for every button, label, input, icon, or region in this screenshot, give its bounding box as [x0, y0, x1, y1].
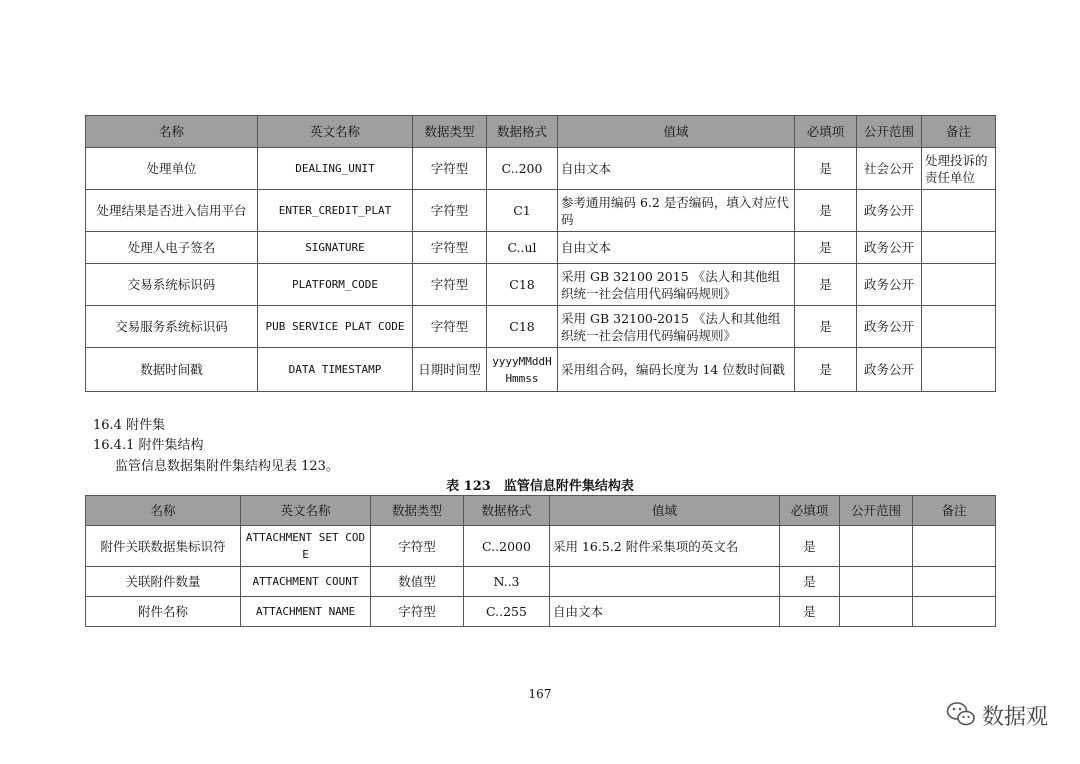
header-cell: 值域: [558, 116, 795, 148]
cell-value-domain: 自由文本: [558, 148, 795, 190]
header-cell: 值域: [550, 496, 780, 526]
attachment-set-table: [85, 495, 996, 627]
cell-required: 是: [795, 348, 857, 392]
cell-data-type: 字符型: [413, 264, 487, 306]
cell-english-name: DEALING_UNIT: [258, 148, 413, 190]
header-cell: 名称: [86, 496, 241, 526]
cell-data-type: 字符型: [413, 232, 487, 264]
cell-data-type: 数值型: [371, 567, 464, 597]
cell-data-format: C..200: [487, 148, 558, 190]
cell-name: 关联附件数量: [86, 567, 241, 597]
cell-name: 附件关联数据集标识符: [86, 526, 241, 567]
cell-public-scope: 政务公开: [857, 306, 922, 348]
cell-name: 附件名称: [86, 597, 241, 627]
header-cell: 数据格式: [487, 116, 558, 148]
cell-remark: [913, 597, 996, 627]
cell-value-domain: 采用 16.5.2 附件采集项的英文名: [550, 526, 780, 567]
cell-required: 是: [795, 306, 857, 348]
table-row: [86, 348, 996, 392]
cell-public-scope: [840, 567, 913, 597]
table-row: [86, 232, 996, 264]
cell-data-type: 字符型: [371, 526, 464, 567]
body-paragraph: 监管信息数据集附件集结构见表 123。: [115, 459, 339, 474]
cell-name: 处理人电子签名: [86, 232, 258, 264]
cell-data-format: yyyyMMddHHmmss: [487, 348, 558, 392]
cell-data-format: C18: [487, 306, 558, 348]
cell-required: 是: [780, 597, 840, 627]
cell-english-name: SIGNATURE: [258, 232, 413, 264]
page-number: 167: [528, 687, 552, 701]
cell-public-scope: 社会公开: [857, 148, 922, 190]
subsection-heading: 16.4.1 附件集结构: [93, 438, 204, 453]
header-cell: 备注: [922, 116, 996, 148]
cell-data-format: C18: [487, 264, 558, 306]
header-cell: 名称: [86, 116, 258, 148]
table-row: [86, 264, 996, 306]
table-row: [86, 526, 996, 567]
cell-english-name: PLATFORM_CODE: [258, 264, 413, 306]
header-cell: 公开范围: [840, 496, 913, 526]
cell-data-type: 日期时间型: [413, 348, 487, 392]
cell-value-domain: 采用 GB 32100 2015 《法人和其他组织统一社会信用代码编码规则》: [558, 264, 795, 306]
header-cell: 必填项: [795, 116, 857, 148]
cell-remark: [913, 526, 996, 567]
table-row: [86, 597, 996, 627]
cell-remark: 处理投诉的责任单位: [922, 148, 996, 190]
cell-name: 交易系统标识码: [86, 264, 258, 306]
data-field-table-1: [85, 115, 996, 392]
header-cell: 备注: [913, 496, 996, 526]
cell-english-name: DATA TIMESTAMP: [258, 348, 413, 392]
cell-required: 是: [780, 567, 840, 597]
cell-data-format: C..2000: [464, 526, 550, 567]
header-cell: 必填项: [780, 496, 840, 526]
cell-public-scope: 政务公开: [857, 232, 922, 264]
cell-public-scope: 政务公开: [857, 264, 922, 306]
cell-data-type: 字符型: [371, 597, 464, 627]
cell-value-domain: [550, 567, 780, 597]
header-cell: 英文名称: [241, 496, 371, 526]
cell-required: 是: [795, 148, 857, 190]
section-heading: 16.4 附件集: [93, 418, 166, 433]
cell-data-format: C..ul: [487, 232, 558, 264]
cell-english-name: ATTACHMENT NAME: [241, 597, 371, 627]
cell-remark: [913, 567, 996, 597]
cell-required: 是: [795, 264, 857, 306]
cell-data-type: 字符型: [413, 306, 487, 348]
cell-name: 交易服务系统标识码: [86, 306, 258, 348]
cell-remark: [922, 306, 996, 348]
table-row: [86, 148, 996, 190]
cell-remark: [922, 348, 996, 392]
cell-data-format: C1: [487, 190, 558, 232]
cell-value-domain: 自由文本: [558, 232, 795, 264]
cell-value-domain: 采用 GB 32100-2015 《法人和其他组织统一社会信用代码编码规则》: [558, 306, 795, 348]
cell-english-name: ENTER_CREDIT_PLAT: [258, 190, 413, 232]
cell-name: 数据时间戳: [86, 348, 258, 392]
table-header-row: [86, 496, 996, 526]
table-row: [86, 306, 996, 348]
watermark: [946, 700, 1048, 731]
cell-required: 是: [795, 190, 857, 232]
wechat-icon: [946, 701, 976, 731]
cell-remark: [922, 264, 996, 306]
cell-required: 是: [780, 526, 840, 567]
header-cell: 数据类型: [413, 116, 487, 148]
cell-english-name: PUB SERVICE PLAT CODE: [258, 306, 413, 348]
cell-public-scope: [840, 597, 913, 627]
cell-value-domain: 参考通用编码 6.2 是否编码，填入对应代码: [558, 190, 795, 232]
cell-value-domain: 自由文本: [550, 597, 780, 627]
cell-english-name: ATTACHMENT COUNT: [241, 567, 371, 597]
cell-data-format: C..255: [464, 597, 550, 627]
cell-remark: [922, 190, 996, 232]
cell-public-scope: [840, 526, 913, 567]
cell-name: 处理单位: [86, 148, 258, 190]
watermark-text: 数据观: [981, 705, 1048, 730]
cell-public-scope: 政务公开: [857, 190, 922, 232]
cell-data-type: 字符型: [413, 148, 487, 190]
cell-remark: [922, 232, 996, 264]
header-cell: 数据类型: [371, 496, 464, 526]
table-header-row: [86, 116, 996, 148]
table-row: [86, 567, 996, 597]
cell-name: 处理结果是否进入信用平台: [86, 190, 258, 232]
table-row: [86, 190, 996, 232]
header-cell: 公开范围: [857, 116, 922, 148]
cell-data-type: 字符型: [413, 190, 487, 232]
table-caption: 表 123 监管信息附件集结构表: [446, 479, 634, 494]
header-cell: 数据格式: [464, 496, 550, 526]
cell-data-format: N..3: [464, 567, 550, 597]
cell-english-name: ATTACHMENT SET CODE: [241, 526, 371, 567]
cell-value-domain: 采用组合码，编码长度为 14 位数时间戳: [558, 348, 795, 392]
header-cell: 英文名称: [258, 116, 413, 148]
cell-required: 是: [795, 232, 857, 264]
cell-public-scope: 政务公开: [857, 348, 922, 392]
